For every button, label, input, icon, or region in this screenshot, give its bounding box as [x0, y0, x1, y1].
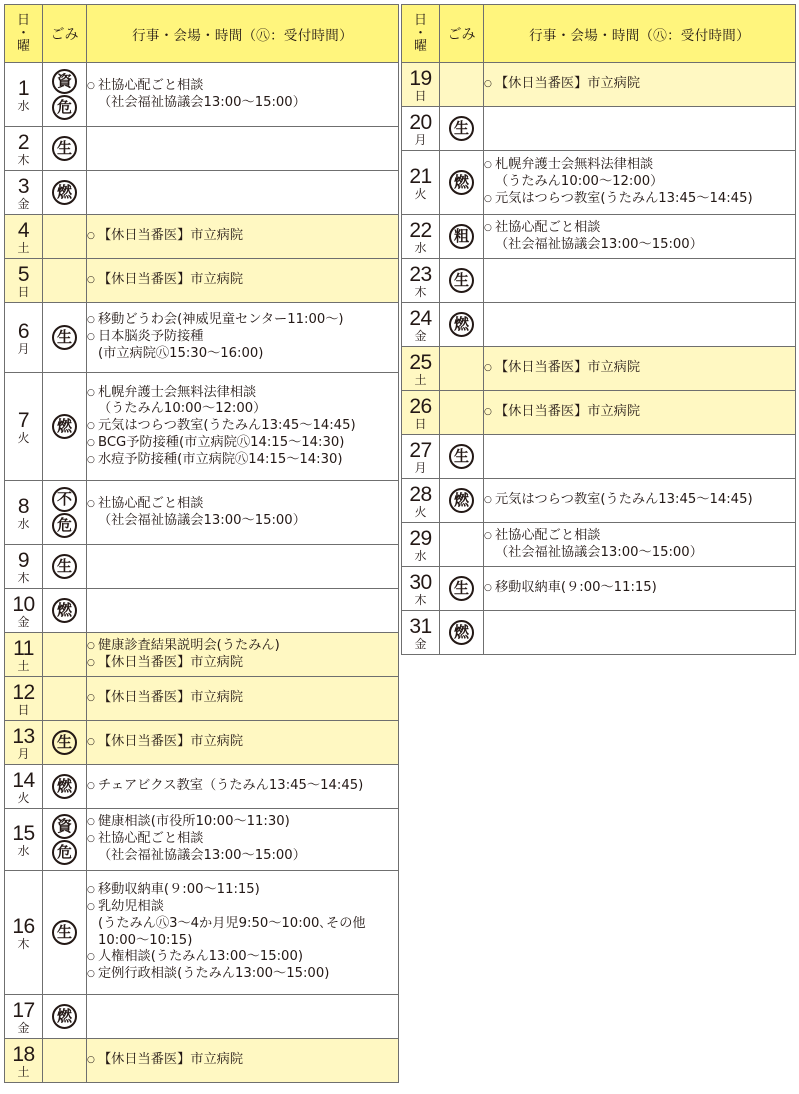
events-cell — [87, 633, 399, 677]
garbage-cell — [440, 435, 484, 479]
event-item: ○ 水痘予防接種(市立病院㊇14:15〜14:30) — [87, 452, 398, 469]
day-row — [5, 633, 399, 677]
event-item: ○ 【休日当番医】市立病院 — [484, 404, 795, 421]
garbage-cell — [43, 171, 87, 215]
events-cell — [87, 871, 399, 995]
day-row — [402, 523, 796, 567]
garbage-type-badge: 生 — [449, 444, 474, 469]
garbage-type-badge: 資 — [52, 814, 77, 839]
day-number: 22 — [409, 218, 432, 242]
day-number: 17 — [12, 998, 35, 1022]
day-number: 19 — [409, 66, 432, 90]
day-cell — [402, 107, 440, 151]
garbage-type-badge: 燃 — [52, 180, 77, 205]
day-row — [5, 259, 399, 303]
garbage-type-badge: 燃 — [52, 774, 77, 799]
day-cell — [5, 995, 43, 1039]
day-number: 15 — [12, 821, 35, 845]
events-cell — [484, 611, 796, 655]
events-cell — [484, 215, 796, 259]
header-events: 行事・会場・時間（㊇：受付時間） — [484, 5, 796, 63]
day-row — [402, 151, 796, 215]
day-row — [5, 171, 399, 215]
garbage-type-badge: 燃 — [449, 170, 474, 195]
weekday-label: 土 — [414, 372, 427, 387]
events-cell — [87, 589, 399, 633]
event-item: ○ 健康診査結果説明会(うたみん) — [87, 638, 398, 655]
header-row — [5, 5, 399, 63]
garbage-cell — [43, 633, 87, 677]
day-cell — [402, 303, 440, 347]
weekday-label: 火 — [17, 790, 30, 805]
day-row — [5, 303, 399, 373]
event-item: ○ 定例行政相談(うたみん13:00〜15:00) — [87, 966, 398, 983]
day-row — [5, 589, 399, 633]
event-item: ○ 乳幼児相談 — [87, 899, 398, 916]
weekday-label: 水 — [17, 843, 30, 858]
day-cell — [5, 677, 43, 721]
day-row — [402, 567, 796, 611]
weekday-label: 木 — [17, 152, 30, 167]
garbage-cell — [43, 677, 87, 721]
garbage-cell — [440, 151, 484, 215]
garbage-cell — [43, 809, 87, 871]
day-row — [402, 479, 796, 523]
event-item: ○ 移動収納車(９:00〜11:15) — [484, 580, 795, 597]
day-number: 20 — [409, 110, 432, 134]
header-events: 行事・会場・時間（㊇：受付時間） — [87, 5, 399, 63]
calendar-table-right — [401, 4, 796, 655]
event-detail: (市立病院㊇15:30〜16:00) — [98, 345, 264, 361]
day-row — [402, 391, 796, 435]
garbage-cell — [43, 589, 87, 633]
day-cell — [402, 479, 440, 523]
header-gomi: ごみ — [440, 5, 484, 63]
events-cell — [484, 63, 796, 107]
day-cell — [5, 63, 43, 127]
day-number: 28 — [409, 482, 432, 506]
garbage-cell — [43, 721, 87, 765]
garbage-cell — [440, 523, 484, 567]
day-cell — [5, 481, 43, 545]
weekday-label: 月 — [17, 341, 30, 356]
day-number: 2 — [17, 130, 30, 154]
weekday-label: 木 — [17, 570, 30, 585]
events-cell — [87, 215, 399, 259]
weekday-label: 火 — [414, 504, 427, 519]
garbage-type-badge: 燃 — [52, 598, 77, 623]
garbage-cell — [43, 259, 87, 303]
day-number: 13 — [12, 724, 35, 748]
event-item: ○ 札幌弁護士会無料法律相談 — [484, 157, 795, 174]
day-number: 25 — [409, 350, 432, 374]
day-number: 6 — [17, 319, 30, 343]
weekday-label: 金 — [17, 1020, 30, 1035]
weekday-label: 日 — [414, 88, 427, 103]
day-row — [5, 809, 399, 871]
garbage-cell — [43, 995, 87, 1039]
weekday-label: 木 — [414, 592, 427, 607]
events-cell — [484, 435, 796, 479]
day-row — [402, 303, 796, 347]
day-cell — [5, 589, 43, 633]
day-cell — [402, 391, 440, 435]
event-item: ○ 社協心配ごと相談 — [484, 528, 795, 545]
day-cell — [402, 435, 440, 479]
weekday-label: 月 — [414, 460, 427, 475]
day-number: 3 — [17, 174, 30, 198]
event-item: ○ 社協心配ごと相談 — [87, 496, 398, 513]
day-number: 12 — [12, 680, 35, 704]
events-cell — [87, 545, 399, 589]
garbage-cell — [43, 215, 87, 259]
header-day: 日 ・ 曜 — [402, 5, 440, 63]
garbage-type-badge: 燃 — [449, 620, 474, 645]
garbage-type-badge: 危 — [52, 95, 77, 120]
garbage-cell — [43, 63, 87, 127]
garbage-type-badge: 燃 — [449, 312, 474, 337]
garbage-type-badge: 生 — [52, 554, 77, 579]
events-cell — [87, 677, 399, 721]
calendar-table-left — [4, 4, 399, 1083]
garbage-type-badge: 燃 — [449, 488, 474, 513]
day-cell — [402, 611, 440, 655]
weekday-label: 土 — [17, 1064, 30, 1079]
event-item: ○ 【休日当番医】市立病院 — [87, 228, 398, 245]
events-cell — [484, 259, 796, 303]
garbage-type-badge: 生 — [52, 730, 77, 755]
day-row — [5, 721, 399, 765]
garbage-cell — [440, 611, 484, 655]
weekday-label: 水 — [17, 516, 30, 531]
day-row — [402, 259, 796, 303]
day-cell — [5, 871, 43, 995]
day-cell — [5, 633, 43, 677]
events-cell — [87, 1039, 399, 1083]
events-cell — [87, 373, 399, 481]
day-row — [5, 481, 399, 545]
day-number: 4 — [17, 218, 30, 242]
day-number: 23 — [409, 262, 432, 286]
day-cell — [402, 259, 440, 303]
event-item: ○ 【休日当番医】市立病院 — [87, 690, 398, 707]
weekday-label: 火 — [414, 186, 427, 201]
weekday-label: 金 — [17, 614, 30, 629]
event-item: ○ チェアビクス教室（うたみん13:45〜14:45) — [87, 778, 398, 795]
event-item: ○ 移動どうわ会(神威児童センター11:00〜) — [87, 312, 398, 329]
event-item: ○ 【休日当番医】市立病院 — [87, 1052, 398, 1069]
event-item: ○ 【休日当番医】市立病院 — [87, 655, 398, 672]
event-item: ○ 社協心配ごと相談 — [87, 78, 398, 95]
event-item: ○ 【休日当番医】市立病院 — [484, 360, 795, 377]
garbage-type-badge: 生 — [52, 136, 77, 161]
garbage-cell — [43, 1039, 87, 1083]
garbage-cell — [440, 479, 484, 523]
garbage-type-badge: 燃 — [52, 1004, 77, 1029]
garbage-type-badge: 生 — [449, 268, 474, 293]
events-cell — [87, 995, 399, 1039]
garbage-cell — [43, 303, 87, 373]
weekday-label: 土 — [17, 240, 30, 255]
day-cell — [402, 215, 440, 259]
garbage-cell — [43, 127, 87, 171]
events-cell — [484, 567, 796, 611]
events-cell — [87, 721, 399, 765]
day-number: 21 — [409, 164, 432, 188]
day-number: 11 — [13, 636, 34, 660]
day-number: 29 — [409, 526, 432, 550]
event-item: ○ 【休日当番医】市立病院 — [484, 76, 795, 93]
garbage-type-badge: 生 — [449, 116, 474, 141]
day-number: 8 — [17, 494, 30, 518]
event-item: ○ 移動収納車(９:00〜11:15) — [87, 882, 398, 899]
weekday-label: 月 — [414, 132, 427, 147]
day-row — [5, 1039, 399, 1083]
events-cell — [484, 391, 796, 435]
event-item: ○ 社協心配ごと相談 — [87, 831, 398, 848]
day-row — [5, 765, 399, 809]
events-cell — [87, 259, 399, 303]
day-cell — [5, 721, 43, 765]
events-cell — [87, 809, 399, 871]
day-number: 14 — [12, 768, 35, 792]
day-number: 27 — [409, 438, 432, 462]
weekday-label: 金 — [414, 636, 427, 651]
day-cell — [402, 347, 440, 391]
garbage-cell — [43, 481, 87, 545]
event-detail: （社会福祉協議会13:00〜15:00） — [495, 544, 703, 560]
day-number: 16 — [12, 914, 35, 938]
weekday-label: 日 — [17, 284, 30, 299]
event-item: ○ 元気はつらつ教室(うたみん13:45〜14:45) — [484, 492, 795, 509]
event-detail: （うたみん10:00〜12:00） — [98, 401, 267, 417]
day-cell — [5, 215, 43, 259]
event-item: ○ BCG予防接種(市立病院㊇14:15〜14:30) — [87, 435, 398, 452]
weekday-label: 月 — [17, 746, 30, 761]
event-item: ○ 人権相談(うたみん13:00〜15:00) — [87, 949, 398, 966]
day-number: 9 — [17, 548, 30, 572]
weekday-label: 火 — [17, 430, 30, 445]
day-row — [5, 215, 399, 259]
weekday-label: 水 — [414, 240, 427, 255]
day-cell — [402, 63, 440, 107]
garbage-type-badge: 危 — [52, 513, 77, 538]
garbage-cell — [43, 545, 87, 589]
garbage-type-badge: 燃 — [52, 414, 77, 439]
day-number: 1 — [17, 76, 30, 100]
garbage-cell — [440, 391, 484, 435]
header-gomi: ごみ — [43, 5, 87, 63]
events-cell — [484, 523, 796, 567]
event-item: ○ 元気はつらつ教室(うたみん13:45〜14:45) — [484, 191, 795, 208]
header-day: 日 ・ 曜 — [5, 5, 43, 63]
weekday-label: 日 — [17, 702, 30, 717]
day-row — [402, 611, 796, 655]
garbage-type-badge: 資 — [52, 69, 77, 94]
day-cell — [5, 1039, 43, 1083]
weekday-label: 金 — [414, 328, 427, 343]
day-number: 26 — [409, 394, 432, 418]
garbage-cell — [440, 567, 484, 611]
day-cell — [5, 809, 43, 871]
day-cell — [5, 545, 43, 589]
weekday-label: 金 — [17, 196, 30, 211]
garbage-cell — [440, 303, 484, 347]
event-detail: （社会福祉協議会13:00〜15:00） — [98, 512, 306, 528]
events-cell — [87, 127, 399, 171]
day-row — [5, 995, 399, 1039]
events-cell — [87, 481, 399, 545]
day-row — [402, 347, 796, 391]
event-detail: (うたみん㊇3〜4か月児9:50〜10:00､その他10:00〜10:15) — [98, 915, 366, 948]
day-number: 18 — [12, 1042, 35, 1066]
day-cell — [402, 523, 440, 567]
event-detail: （うたみん10:00〜12:00） — [495, 174, 664, 190]
garbage-cell — [43, 373, 87, 481]
day-cell — [5, 765, 43, 809]
day-row — [5, 677, 399, 721]
garbage-cell — [43, 765, 87, 809]
day-row — [5, 871, 399, 995]
day-row — [402, 107, 796, 151]
event-detail: （社会福祉協議会13:00〜15:00） — [98, 847, 306, 863]
day-row — [5, 63, 399, 127]
events-cell — [484, 479, 796, 523]
garbage-type-badge: 生 — [52, 325, 77, 350]
events-cell — [484, 303, 796, 347]
garbage-cell — [440, 347, 484, 391]
weekday-label: 土 — [17, 658, 30, 673]
event-detail: （社会福祉協議会13:00〜15:00） — [495, 236, 703, 252]
day-cell — [5, 171, 43, 215]
events-cell — [87, 303, 399, 373]
garbage-cell — [440, 215, 484, 259]
garbage-type-badge: 生 — [52, 920, 77, 945]
weekday-label: 木 — [17, 936, 30, 951]
day-cell — [402, 151, 440, 215]
day-row — [402, 435, 796, 479]
event-item: ○ 札幌弁護士会無料法律相談 — [87, 385, 398, 402]
day-number: 31 — [409, 614, 432, 638]
day-cell — [5, 259, 43, 303]
weekday-label: 水 — [414, 548, 427, 563]
day-cell — [5, 373, 43, 481]
garbage-cell — [440, 63, 484, 107]
event-item: ○ 【休日当番医】市立病院 — [87, 272, 398, 289]
events-cell — [484, 347, 796, 391]
weekday-label: 木 — [414, 284, 427, 299]
garbage-cell — [43, 871, 87, 995]
events-cell — [87, 765, 399, 809]
day-number: 5 — [17, 262, 30, 286]
day-number: 24 — [409, 306, 432, 330]
day-row — [5, 545, 399, 589]
events-cell — [484, 107, 796, 151]
garbage-type-badge: 生 — [449, 576, 474, 601]
weekday-label: 水 — [17, 98, 30, 113]
day-row — [402, 63, 796, 107]
garbage-cell — [440, 107, 484, 151]
garbage-type-badge: 危 — [52, 840, 77, 865]
event-item: ○ 【休日当番医】市立病院 — [87, 734, 398, 751]
day-number: 30 — [409, 570, 432, 594]
day-row — [5, 373, 399, 481]
day-row — [5, 127, 399, 171]
day-row — [402, 215, 796, 259]
day-number: 10 — [12, 592, 35, 616]
events-cell — [87, 171, 399, 215]
weekday-label: 日 — [414, 416, 427, 431]
day-cell — [402, 567, 440, 611]
day-cell — [5, 127, 43, 171]
header-row — [402, 5, 796, 63]
event-item: ○ 日本脳炎予防接種 — [87, 329, 398, 346]
garbage-cell — [440, 259, 484, 303]
garbage-type-badge: 粗 — [449, 224, 474, 249]
event-item: ○ 元気はつらつ教室(うたみん13:45〜14:45) — [87, 418, 398, 435]
event-detail: （社会福祉協議会13:00〜15:00） — [98, 94, 306, 110]
events-cell — [87, 63, 399, 127]
day-number: 7 — [17, 408, 30, 432]
event-item: ○ 健康相談(市役所10:00〜11:30) — [87, 814, 398, 831]
day-cell — [5, 303, 43, 373]
garbage-type-badge: 不 — [52, 487, 77, 512]
events-cell — [484, 151, 796, 215]
event-item: ○ 社協心配ごと相談 — [484, 220, 795, 237]
